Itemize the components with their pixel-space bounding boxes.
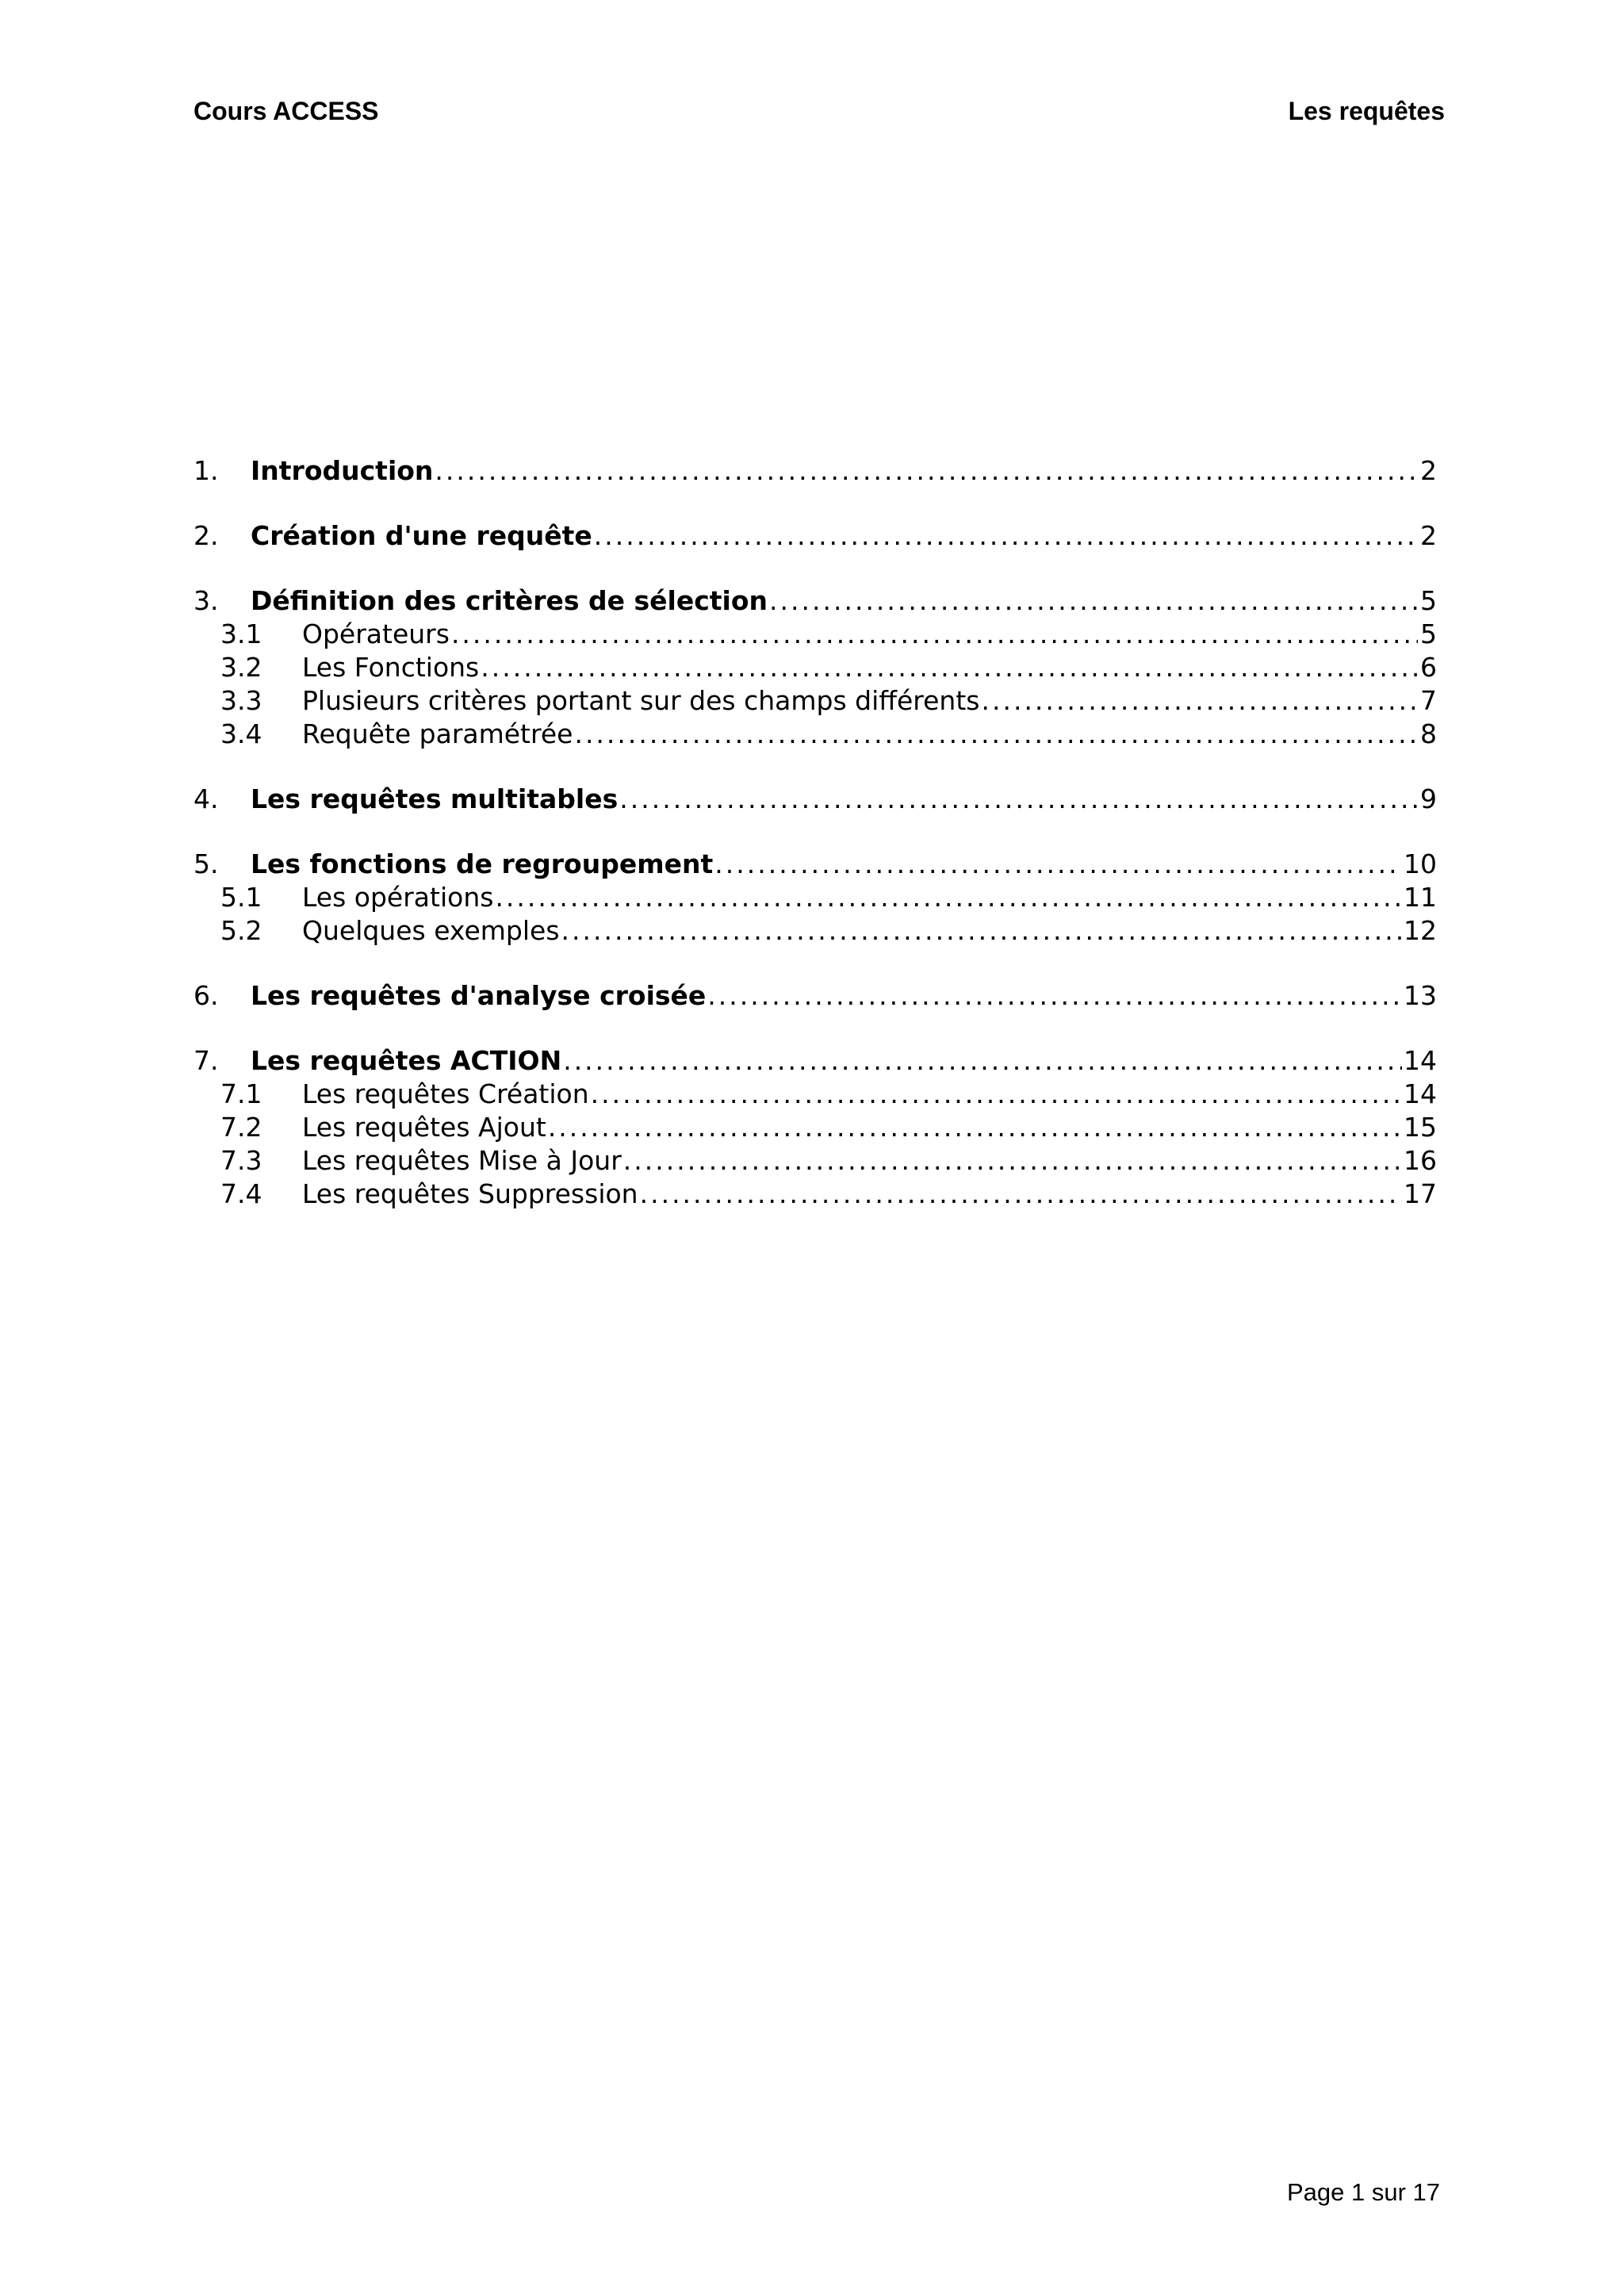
toc-entry-page: 7 [1420,685,1437,716]
toc-entry-page: 9 [1420,783,1437,814]
toc-section [193,1045,1437,1212]
table-of-contents [193,455,1437,1243]
toc-dot-leader [707,980,1402,1011]
toc-entry-page: 2 [1420,520,1437,551]
toc-entry-page: 11 [1404,882,1437,913]
toc-dot-leader [594,520,1418,551]
toc-entry-number: 7. [193,1045,219,1076]
toc-subentry[interactable] [193,718,1437,752]
toc-entry-number: 7.4 [220,1178,262,1209]
toc-section [193,455,1437,488]
toc-entry-page: 14 [1404,1045,1437,1076]
toc-entry-title: Création d'une requête [251,520,592,551]
toc-entry-title: Opérateurs [302,618,450,649]
toc-dot-leader [563,1045,1402,1076]
toc-entry-title: Plusieurs critères portant sur des champs différents [302,685,980,716]
toc-entry-title: Les requêtes d'analyse croisée [251,980,707,1011]
toc-dot-leader [574,718,1418,749]
header-chapter-title: Les requêtes [1288,97,1445,125]
toc-entry-number: 4. [193,783,219,814]
toc-dot-leader [481,652,1418,683]
toc-entry[interactable] [193,848,1437,882]
toc-entry-title: Les requêtes Ajout [302,1112,546,1143]
toc-entry-number: 7.3 [220,1145,262,1176]
toc-entry-title: Définition des critères de sélection [251,585,768,616]
toc-entry-page: 5 [1420,585,1437,616]
toc-entry[interactable] [193,783,1437,817]
toc-entry-number: 5.2 [220,915,262,946]
toc-entry-title: Quelques exemples [302,915,560,946]
toc-entry[interactable] [193,585,1437,618]
toc-entry-title: Les requêtes Création [302,1078,589,1109]
toc-entry-page: 13 [1404,980,1437,1011]
toc-section [193,585,1437,752]
toc-subentry[interactable] [193,882,1437,915]
toc-entry-title: Introduction [251,455,434,486]
toc-entry-page: 8 [1420,718,1437,749]
toc-entry-number: 3.4 [220,718,262,749]
toc-entry-number: 3.2 [220,652,262,683]
toc-section [193,783,1437,817]
toc-subentry[interactable] [193,685,1437,718]
toc-section [193,848,1437,948]
toc-dot-leader [495,882,1402,913]
toc-entry-number: 1. [193,455,219,486]
toc-subentry[interactable] [193,1078,1437,1112]
toc-entry-page: 17 [1404,1178,1437,1209]
toc-entry-number: 6. [193,980,219,1011]
toc-dot-leader [623,1145,1402,1176]
toc-entry-page: 16 [1404,1145,1437,1176]
toc-entry-title: Les fonctions de regroupement [251,848,714,879]
toc-dot-leader [981,685,1418,716]
page-number: Page 1 sur 17 [1286,2178,1440,2206]
toc-entry[interactable] [193,1045,1437,1078]
toc-dot-leader [561,915,1402,946]
toc-entry[interactable] [193,455,1437,488]
toc-dot-leader [548,1112,1402,1143]
toc-entry-number: 2. [193,520,219,551]
toc-dot-leader [619,783,1418,814]
toc-entry-page: 5 [1420,618,1437,649]
header-course-title: Cours ACCESS [193,97,379,125]
toc-entry-page: 6 [1420,652,1437,683]
toc-entry-number: 3.3 [220,685,262,716]
toc-entry-title: Les requêtes multitables [251,783,619,814]
toc-entry-title: Les requêtes Suppression [302,1178,638,1209]
toc-entry-page: 12 [1404,915,1437,946]
toc-entry[interactable] [193,980,1437,1013]
toc-entry-page: 10 [1404,848,1437,879]
toc-entry-page: 2 [1420,455,1437,486]
toc-dot-leader [435,455,1418,486]
toc-section [193,980,1437,1013]
running-header [193,97,1445,135]
toc-dot-leader [640,1178,1402,1209]
toc-entry-number: 3.1 [220,618,262,649]
toc-subentry[interactable] [193,1112,1437,1145]
toc-dot-leader [451,618,1418,649]
toc-entry[interactable] [193,520,1437,553]
toc-entry-title: Les requêtes ACTION [251,1045,562,1076]
toc-subentry[interactable] [193,1145,1437,1178]
toc-subentry[interactable] [193,652,1437,685]
toc-entry-number: 5. [193,848,219,879]
toc-entry-title: Les requêtes Mise à Jour [302,1145,622,1176]
toc-subentry[interactable] [193,915,1437,948]
toc-dot-leader [714,848,1402,879]
toc-entry-title: Requête paramétrée [302,718,573,749]
toc-entry-title: Les Fonctions [302,652,480,683]
toc-subentry[interactable] [193,1178,1437,1212]
toc-dot-leader [591,1078,1402,1109]
toc-entry-number: 7.1 [220,1078,262,1109]
toc-entry-number: 3. [193,585,219,616]
toc-subentry[interactable] [193,618,1437,652]
toc-entry-page: 15 [1404,1112,1437,1143]
toc-dot-leader [769,585,1418,616]
toc-entry-page: 14 [1404,1078,1437,1109]
toc-entry-title: Les opérations [302,882,494,913]
toc-section [193,520,1437,553]
toc-entry-number: 5.1 [220,882,262,913]
toc-entry-number: 7.2 [220,1112,262,1143]
